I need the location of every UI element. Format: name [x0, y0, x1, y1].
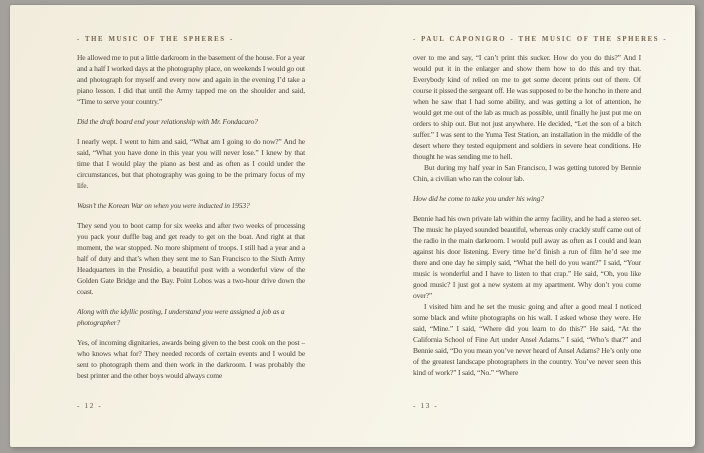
interview-answer: over to me and say, “I can’t print this sucker. How do you do this?” And I would put it in the enlarger and show them how to do this and try that. Everybody kind of relied on me to get some decent prints out of there. Of course it pissed the sergeant off. He was supposed to be the honcho in there and when he saw that I had some ability, and was getting a lot of attention, he would get me out of the lab as much as possible, until finally he just put me on orders to ship out. But not just anywhere. He decided, “Let the son of a bitch suffer.” I was sent to the Yuma Test Station, an installation in the middle of the desert where they tested equipment and soldiers in severe heat conditions. He thought he was sending me to hell.: [413, 53, 641, 161]
interview-answer: Yes, of incoming dignitaries, awards being given to the best cook on the post – who knows what for? They needed records of certain events and I would be sent to photograph them and then work in the darkroom. I was probably the best printer and the other boys would always come: [77, 338, 305, 380]
left-page-text: [77, 52, 305, 398]
interview-question: Wasn’t the Korean War on when you were inducted in 1953?: [77, 201, 250, 210]
right-page-text: [413, 52, 641, 398]
page-number-left: - 12 -: [77, 401, 103, 410]
interview-question: Along with the idyllic posting, I understand you were assigned a job as a photographer?: [77, 307, 285, 327]
running-header-right: - PAUL CAPONIGRO - THE MUSIC OF THE SPHERES -: [413, 36, 668, 43]
interview-answer: I nearly wept. I went to him and said, “What am I going to do now?” And he said, “What you have done in this year you will never lose.” I knew by that time that I would play the piano as best and as often as I could under the circumstances, but that photography was going to be the primary focus of my life.: [77, 137, 305, 190]
interview-question: How did he come to take you under his wing?: [413, 194, 544, 203]
book-spread: [10, 5, 695, 447]
interview-answer: But during my half year in San Francisco, I was getting tutored by Bennie Chin, a civilian who ran the colour lab.: [413, 163, 641, 183]
left-page: [77, 5, 305, 447]
page-number-right: - 13 -: [413, 401, 439, 410]
running-header-left: - THE MUSIC OF THE SPHERES -: [77, 36, 234, 43]
interview-answer: He allowed me to put a little darkroom in the basement of the house. For a year and a half I worked days at the photography place, on weekends I would go out and photograph for myself and every now and again in the evening I’d take a piano lesson. I did that until the Army tapped me on the shoulder and said, “Time to serve your country.”: [77, 53, 305, 106]
interview-answer: I visited him and he set the music going and after a good meal I noticed some black and white photographs on his wall. I asked whose they were. He said, “Mine.” I said, “Where did you learn to do this?” He said, “At the California School of Fine Art under Ansel Adams.” I said, “Who’s that?” and Bennie said, “Do you mean you’ve never heard of Ansel Adams? He’s only one of the greatest landscape photographers in the country. You’ve never seen this kind of work?” I said, “No.” “Where: [413, 302, 641, 377]
right-page: [413, 5, 668, 447]
interview-answer: They send you to boot camp for six weeks and after two weeks of processing you pack your duffle bag and get ready to get on the boat. And right at that moment, the war stopped. No more shipment of troops. I still had a year and a half of duty and that’s when they sent me to San Francisco to the Sixth Army Headquarters in the Presidio, a beautiful post with a wonderful view of the Golden Gate Bridge and the Bay. Point Lobos was a two-hour drive down the coast.: [77, 221, 305, 296]
interview-answer: Bennie had his own private lab within the army facility, and he had a stereo set. The music he played sounded beautiful, whereas only crackly stuff came out of the radio in the main darkroom. I would pull away as often as I could and lean against his door listening. Every time he’d finish a run of film he’d see me there and one day he simply said, “What the hell do you want?” I said, “Your music is wonderful and I have to listen to that crap.” He said, “Oh, you like good music? I just got a new system at my apartment. Why don’t you come over?”: [413, 214, 641, 300]
interview-question: Did the draft board end your relationship with Mr. Fondacaro?: [77, 117, 258, 126]
